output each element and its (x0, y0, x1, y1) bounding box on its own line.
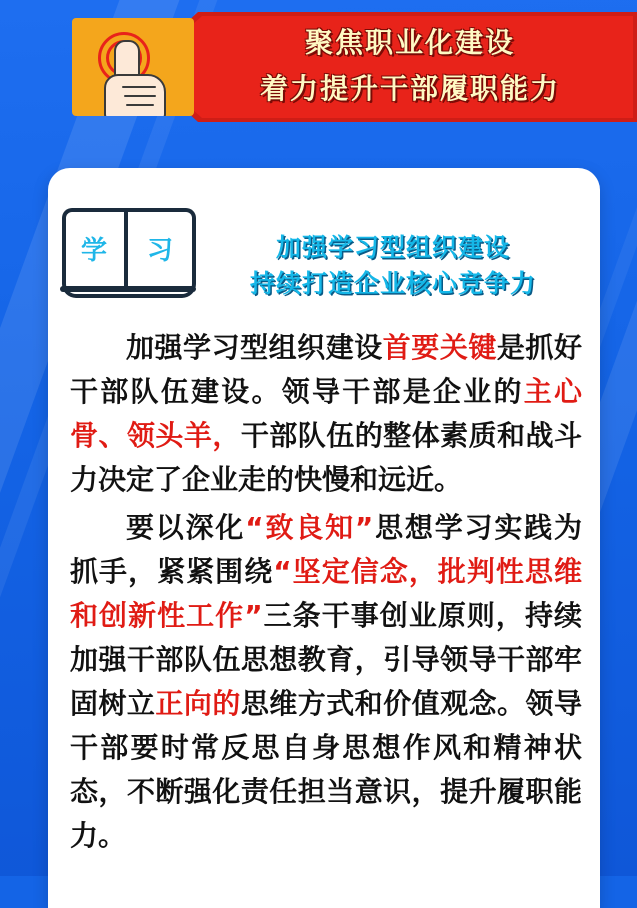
book-char-2: 习 (146, 236, 173, 266)
book-char-1: 学 (80, 236, 107, 266)
para2-seg1: 要以深化 (126, 511, 246, 544)
para2-seg3: 思想学习实践为抓手，紧紧围绕 (70, 511, 582, 588)
section-heading (198, 230, 588, 302)
header-title-line-2: 着力提升干部履职能力 (259, 72, 560, 105)
para1-highlight-1: 首要关键 (382, 331, 497, 364)
para1-highlight-2: 主心骨、领头羊， (70, 375, 582, 452)
header-title (200, 20, 620, 112)
section-heading-line-1: 加强学习型组织建设 (275, 233, 510, 262)
section-heading-line-2: 持续打造企业核心竞争力 (249, 269, 536, 298)
hand-line (126, 104, 154, 106)
para1-seg1: 加强学习型组织建设 (126, 331, 383, 364)
para2-highlight-2: “坚定信念，批判性思维和创新性工作” (70, 555, 582, 632)
paragraph-2 (70, 506, 582, 858)
header-title-line-1: 聚焦职业化建设 (304, 26, 515, 59)
para2-seg7: 思维方式和价值观念。领导干部要时常反思自身思想作风和精神状态，不断强化责任担当意识，提升履职能力。 (70, 687, 582, 852)
book-spine (124, 208, 128, 290)
hand-line (122, 86, 156, 88)
paragraph-1 (70, 326, 582, 502)
para1-seg5: 干部队伍的整体素质和战斗力决定了企业走的快慢和远近。 (70, 419, 582, 496)
para2-highlight-1: “致良知” (245, 511, 374, 544)
content-card (48, 168, 600, 908)
hand-line (124, 95, 156, 97)
open-book-icon (58, 202, 198, 302)
pointing-hand-icon (100, 40, 170, 116)
para1-seg3: 是抓好干部队伍建设。领导干部是企业的 (70, 331, 582, 408)
pointing-hand-badge (72, 18, 194, 116)
para2-seg5: 三条干事创业原则，持续加强干部队伍思想教育，引导领导干部牢固树立 (70, 599, 582, 720)
header-banner (0, 12, 637, 122)
body-text (70, 326, 582, 862)
book-base (60, 286, 196, 292)
para2-highlight-3: 正向的 (155, 687, 241, 720)
